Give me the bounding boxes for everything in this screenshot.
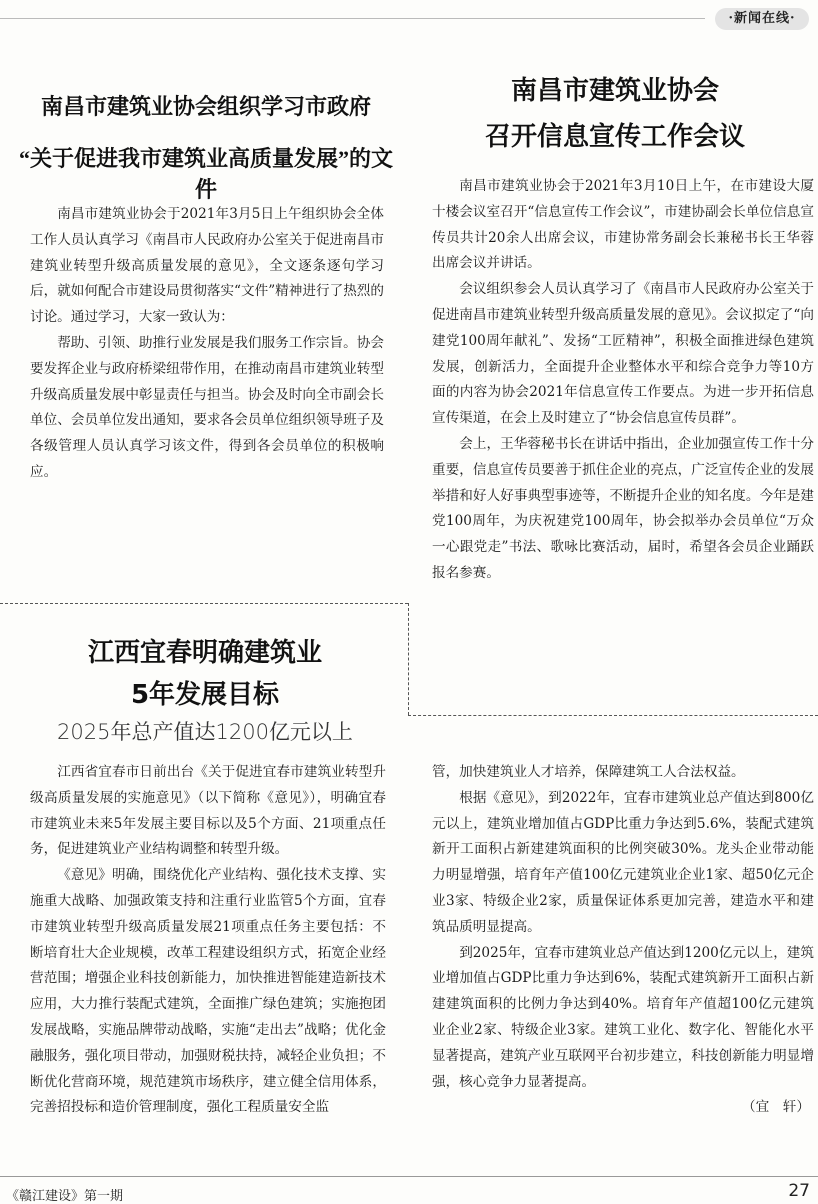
section-tag: ·新闻在线·	[715, 8, 809, 30]
article3-title-line1: 江西宜春明确建筑业	[87, 638, 322, 668]
article2-paragraph: 会上，王华蓉秘书长在讲话中指出，企业加强宣传工作十分重要，信息宣传员要善于抓住企业的亮点，广泛宣传企业的发展举措和好人好事典型事迹等，不断提升企业的知名度。今年是建党100周年，为庆祝建党100周年，协会拟举办会员单位“万众一心跟党走”书法、歌咏比赛活动，届时，希望各会员企业踊跃报名参赛。	[432, 435, 814, 581]
article2-paragraph: 南昌市建筑业协会于2021年3月10日上午，在市建设大厦十楼会议室召开“信息宣传工作会议”，市建协副会长单位信息宣传员共计20余人出席会议，市建协常务副会长兼秘书长王华蓉出席会议并讲话。	[432, 178, 814, 272]
article1-body	[30, 202, 384, 486]
footer-rule	[0, 1176, 818, 1177]
article3-signature: （宜 轩）	[742, 1099, 810, 1116]
article1-paragraph: 帮助、引领、助推行业发展是我们服务工作宗旨。协会要发挥企业与政府桥梁纽带作用，在推动南昌市建筑业转型升级高质量发展中彰显责任与担当。协会及时向全市副会长单位、会员单位发出通知，要求各会员单位组织领导班子及各级管理人员认真学习该文件，得到各会员单位的积极响应。	[30, 334, 384, 480]
article3-subtitle: 2025年总产值达1200亿元以上	[57, 720, 353, 744]
article3-paragraph: 《意见》明确，围绕优化产业结构、强化技术支撑、实施重大战略、加强政策支持和注重行业监管5个方面，宜春市建筑业转型升级高质量发展21项重点任务主要包括：不断培育壮大企业规模，改革工程建设组织方式，拓宽企业经营范围；增强企业科技创新能力，加快推进智能建造新技术应用，大力推行装配式建筑，全面推广绿色建筑；实施抱团发展战略，实施品牌带动战略，实施“走出去”战略；优化金融服务，强化项目带动，加强财税扶持，减轻企业负担；不断优化营商环境，规范建筑市场秩序，建立健全信用体系，完善招投标和造价管理制度，强化工程质量安全监	[30, 867, 386, 1116]
article2-body	[432, 174, 814, 587]
article3-right-column	[432, 760, 814, 1121]
article3-title-line2: 5年发展目标	[130, 680, 280, 710]
journal-name: 《赣江建设》第一期	[6, 1189, 124, 1204]
article2-paragraph: 会议组织参会人员认真学习了《南昌市人民政府办公室关于促进南昌市建筑业转型升级高质量发展的意见》。会议拟定了“向建党100周年献礼”、发扬“工匠精神”，积极全面推进绿色建筑发展，创新活力，全面提升企业整体水平和综合竞争力等10方面的内容为协会2021年信息宣传工作要点。为进一步开拓信息宣传渠道，在会上及时建立了“协会信息宣传员群”。	[432, 281, 814, 427]
divider-dashed-bottom	[408, 715, 818, 716]
article1-title-line2: “关于促进我市建筑业高质量发展”的文件	[18, 146, 393, 202]
article1-title-line1: 南昌市建筑业协会组织学习市政府	[40, 94, 371, 119]
page-number: 27	[788, 1181, 810, 1201]
article3-left-column	[30, 760, 386, 1121]
article3-continuation: 管，加快建筑业人才培养，保障建筑工人合法权益。	[432, 764, 745, 780]
divider-dashed-vertical	[408, 603, 409, 715]
article3-paragraph: 江西省宜春市日前出台《关于促进宜春市建筑业转型升级高质量发展的实施意见》（以下简称《意见》），明确宜春市建筑业未来5年发展主要目标以及5个方面、21项重点任务，促进建筑业产业结构调整和转型升级。	[30, 764, 386, 858]
article3-paragraph: 根据《意见》，到2022年，宜春市建筑业总产值达到800亿元以上，建筑业增加值占GDP比重力争达到5.6%，装配式建筑新开工面积占新建建筑面积的比例突破30%。龙头企业带动能力明显增强，培育年产值100亿元建筑业企业1家、超50亿元企业3家、特级企业2家，质量保证体系更加完善，建造水平和建筑品质明显提高。	[432, 789, 814, 935]
article2-title-line1: 南昌市建筑业协会	[510, 76, 719, 105]
divider-dashed-top	[0, 603, 408, 604]
header-rule	[0, 18, 705, 19]
article2-title-line2: 召开信息宣传工作会议	[484, 122, 745, 151]
article1-paragraph: 南昌市建筑业协会于2021年3月5日上午组织协会全体工作人员认真学习《南昌市人民政府办公室关于促进南昌市建筑业转型升级高质量发展的意见》，全文逐条逐句学习后，就如何配合市建设局贯彻落实“文件”精神进行了热烈的讨论。通过学习，大家一致认为：	[30, 206, 384, 326]
article3-paragraph: 到2025年，宜春市建筑业总产值达到1200亿元以上，建筑业增加值占GDP比重力争达到6%，装配式建筑新开工面积占新建建筑面积的比例力争达到40%。培育年产值超100亿元建筑业企业2家、特级企业3家。建筑工业化、数字化、智能化水平显著提高，建筑产业互联网平台初步建立，科技创新能力明显增强，核心竞争力显著提高。	[432, 944, 814, 1090]
